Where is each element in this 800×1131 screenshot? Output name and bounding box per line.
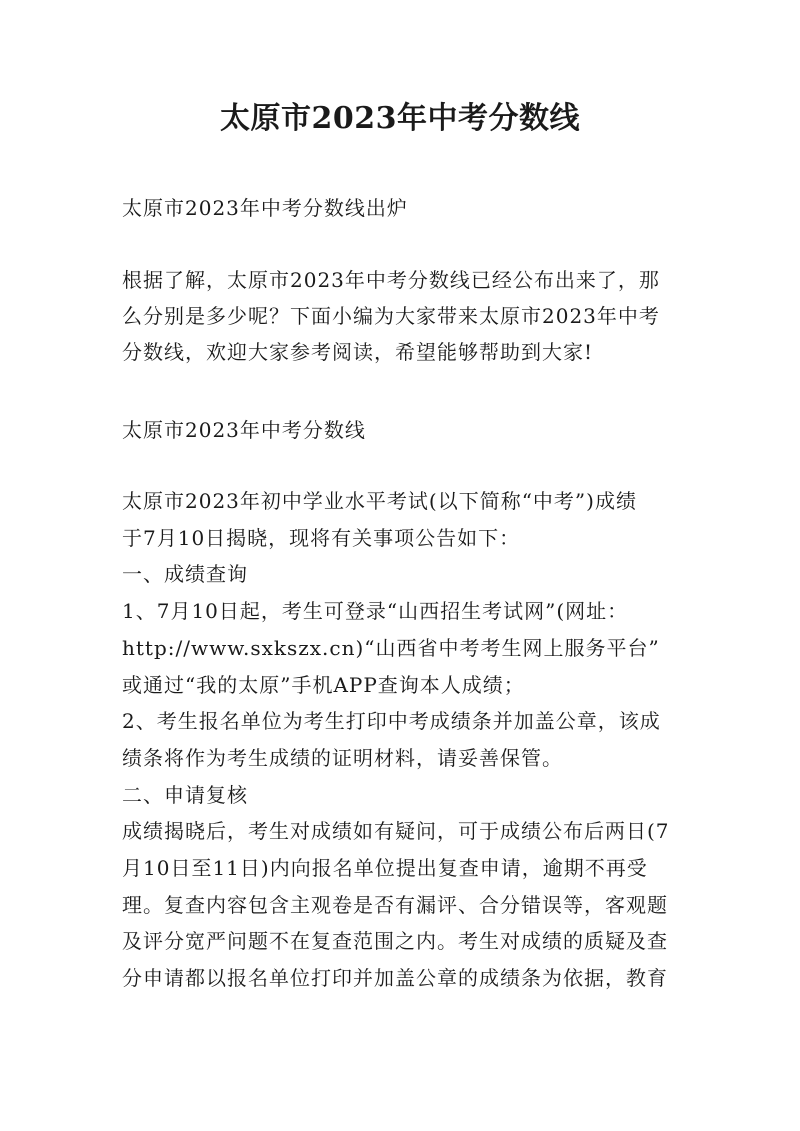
text-line: 太原市2023年中考分数线 [122, 418, 366, 442]
text-line: 及评分宽严问题不在复查范围之内。考生对成绩的质疑及查 [122, 929, 668, 954]
text-line: 或通过“我的太原”手机APP查询本人成绩； [122, 672, 525, 697]
text-line: 分数线，欢迎大家参考阅读，希望能够帮助到大家! [122, 340, 594, 364]
intro-paragraph [122, 262, 682, 370]
text-line: 2、考生报名单位为考生打印中考成绩条并加盖公章，该成 [122, 709, 661, 734]
text-line: 太原市2023年初中学业水平考试(以下简称“中考”)成绩 [122, 489, 637, 513]
text-line: 太原市2023年中考分数线出炉 [122, 196, 408, 220]
text-line: 绩条将作为考生成绩的证明材料，请妥善保管。 [122, 745, 563, 770]
url-line: http://www.sxkszx.cn)“山西省中考考生网上服务平台” [122, 635, 660, 660]
section-heading: 一、成绩查询 [122, 562, 248, 587]
section-heading-paragraph [122, 412, 682, 448]
text-line: 么分别是多少呢？下面小编为大家带来太原市2023年中考 [122, 304, 660, 328]
text-line: 成绩揭晓后，考生对成绩如有疑问，可于成绩公布后两日(7 [122, 819, 670, 844]
announcement-body [122, 483, 682, 997]
text-line: 1、7月10日起，考生可登录“山西招生考试网”(网址： [122, 599, 629, 624]
section-heading: 二、申请复核 [122, 782, 248, 807]
text-line: 于7月10日揭晓，现将有关事项公告如下： [122, 525, 521, 550]
subtitle-paragraph [122, 190, 682, 226]
text-line: 月10日至11日)内向报名单位提出复查申请，逾期不再受 [122, 856, 648, 881]
text-line: 分申请都以报名单位打印并加盖公章的成绩条为依据，教育 [122, 966, 668, 991]
document-title: 太原市2023年中考分数线 [220, 101, 580, 136]
text-line: 理。复查内容包含主观卷是否有漏评、合分错误等，客观题 [122, 892, 668, 917]
text-line: 根据了解，太原市2023年中考分数线已经公布出来了，那 [122, 268, 660, 292]
